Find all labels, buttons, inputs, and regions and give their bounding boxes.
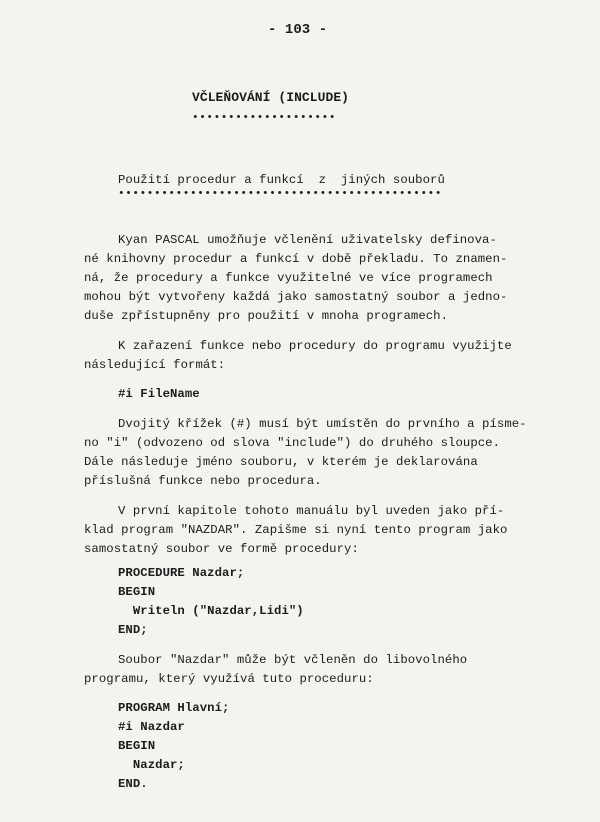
paragraph-1-line: ná, že procedury a funkce využitelné ve více programech xyxy=(84,271,493,285)
title-underline: •••••••••••••••••••• xyxy=(192,112,337,124)
page-number: - 103 - xyxy=(268,22,328,38)
paragraph-3-line: příslušná funkce nebo procedura. xyxy=(84,474,322,488)
section-title: VČLEŇOVÁNÍ (INCLUDE) xyxy=(192,90,350,105)
subtitle-underline: ••••••••••••••••••••••••••••••••••••••••••••• xyxy=(118,188,443,200)
code-line: Writeln ("Nazdar,Lidi") xyxy=(118,604,304,618)
code-line: Nazdar; xyxy=(118,758,185,772)
paragraph-2-line: následující formát: xyxy=(84,358,226,372)
include-format: #i FileName xyxy=(118,387,200,401)
paragraph-1-line: Kyan PASCAL umožňuje včlenění uživatelsky definova- xyxy=(118,233,497,247)
code-line: END. xyxy=(118,777,148,791)
code-line: PROGRAM Hlavní; xyxy=(118,701,230,715)
paragraph-4-line: V první kapitole tohoto manuálu byl uveden jako pří- xyxy=(118,504,505,518)
code-line: END; xyxy=(118,623,148,637)
paragraph-4-line: klad program "NAZDAR". Zapišme si nyní tento program jako xyxy=(84,523,508,537)
paragraph-4-line: samostatný soubor ve formě procedury: xyxy=(84,542,359,556)
code-line: PROCEDURE Nazdar; xyxy=(118,566,245,580)
code-line: #i Nazdar xyxy=(118,720,185,734)
paragraph-1-line: mohou být vytvořeny každá jako samostatný soubor a jedno- xyxy=(84,290,508,304)
paragraph-3-line: Dále následuje jméno souboru, v kterém je deklarována xyxy=(84,455,478,469)
code-line: BEGIN xyxy=(118,739,156,753)
paragraph-5-line: Soubor "Nazdar" může být včleněn do libovolného xyxy=(118,653,468,667)
paragraph-1-line: duše zpřístupněny pro použití v mnoha programech. xyxy=(84,309,449,323)
paragraph-3-line: Dvojitý křížek (#) musí být umístěn do prvního a písme- xyxy=(118,417,527,431)
subtitle: Použití procedur a funkcí z jiných souborů xyxy=(118,173,445,187)
paragraph-1-line: né knihovny procedur a funkcí v době překladu. To znamen- xyxy=(84,252,508,266)
paragraph-2-line: K zařazení funkce nebo procedury do programu využijte xyxy=(118,339,512,353)
code-line: BEGIN xyxy=(118,585,156,599)
paragraph-3-line: no "i" (odvozeno od slova "include") do druhého sloupce. xyxy=(84,436,501,450)
paragraph-5-line: programu, který využívá tuto proceduru: xyxy=(84,672,374,686)
